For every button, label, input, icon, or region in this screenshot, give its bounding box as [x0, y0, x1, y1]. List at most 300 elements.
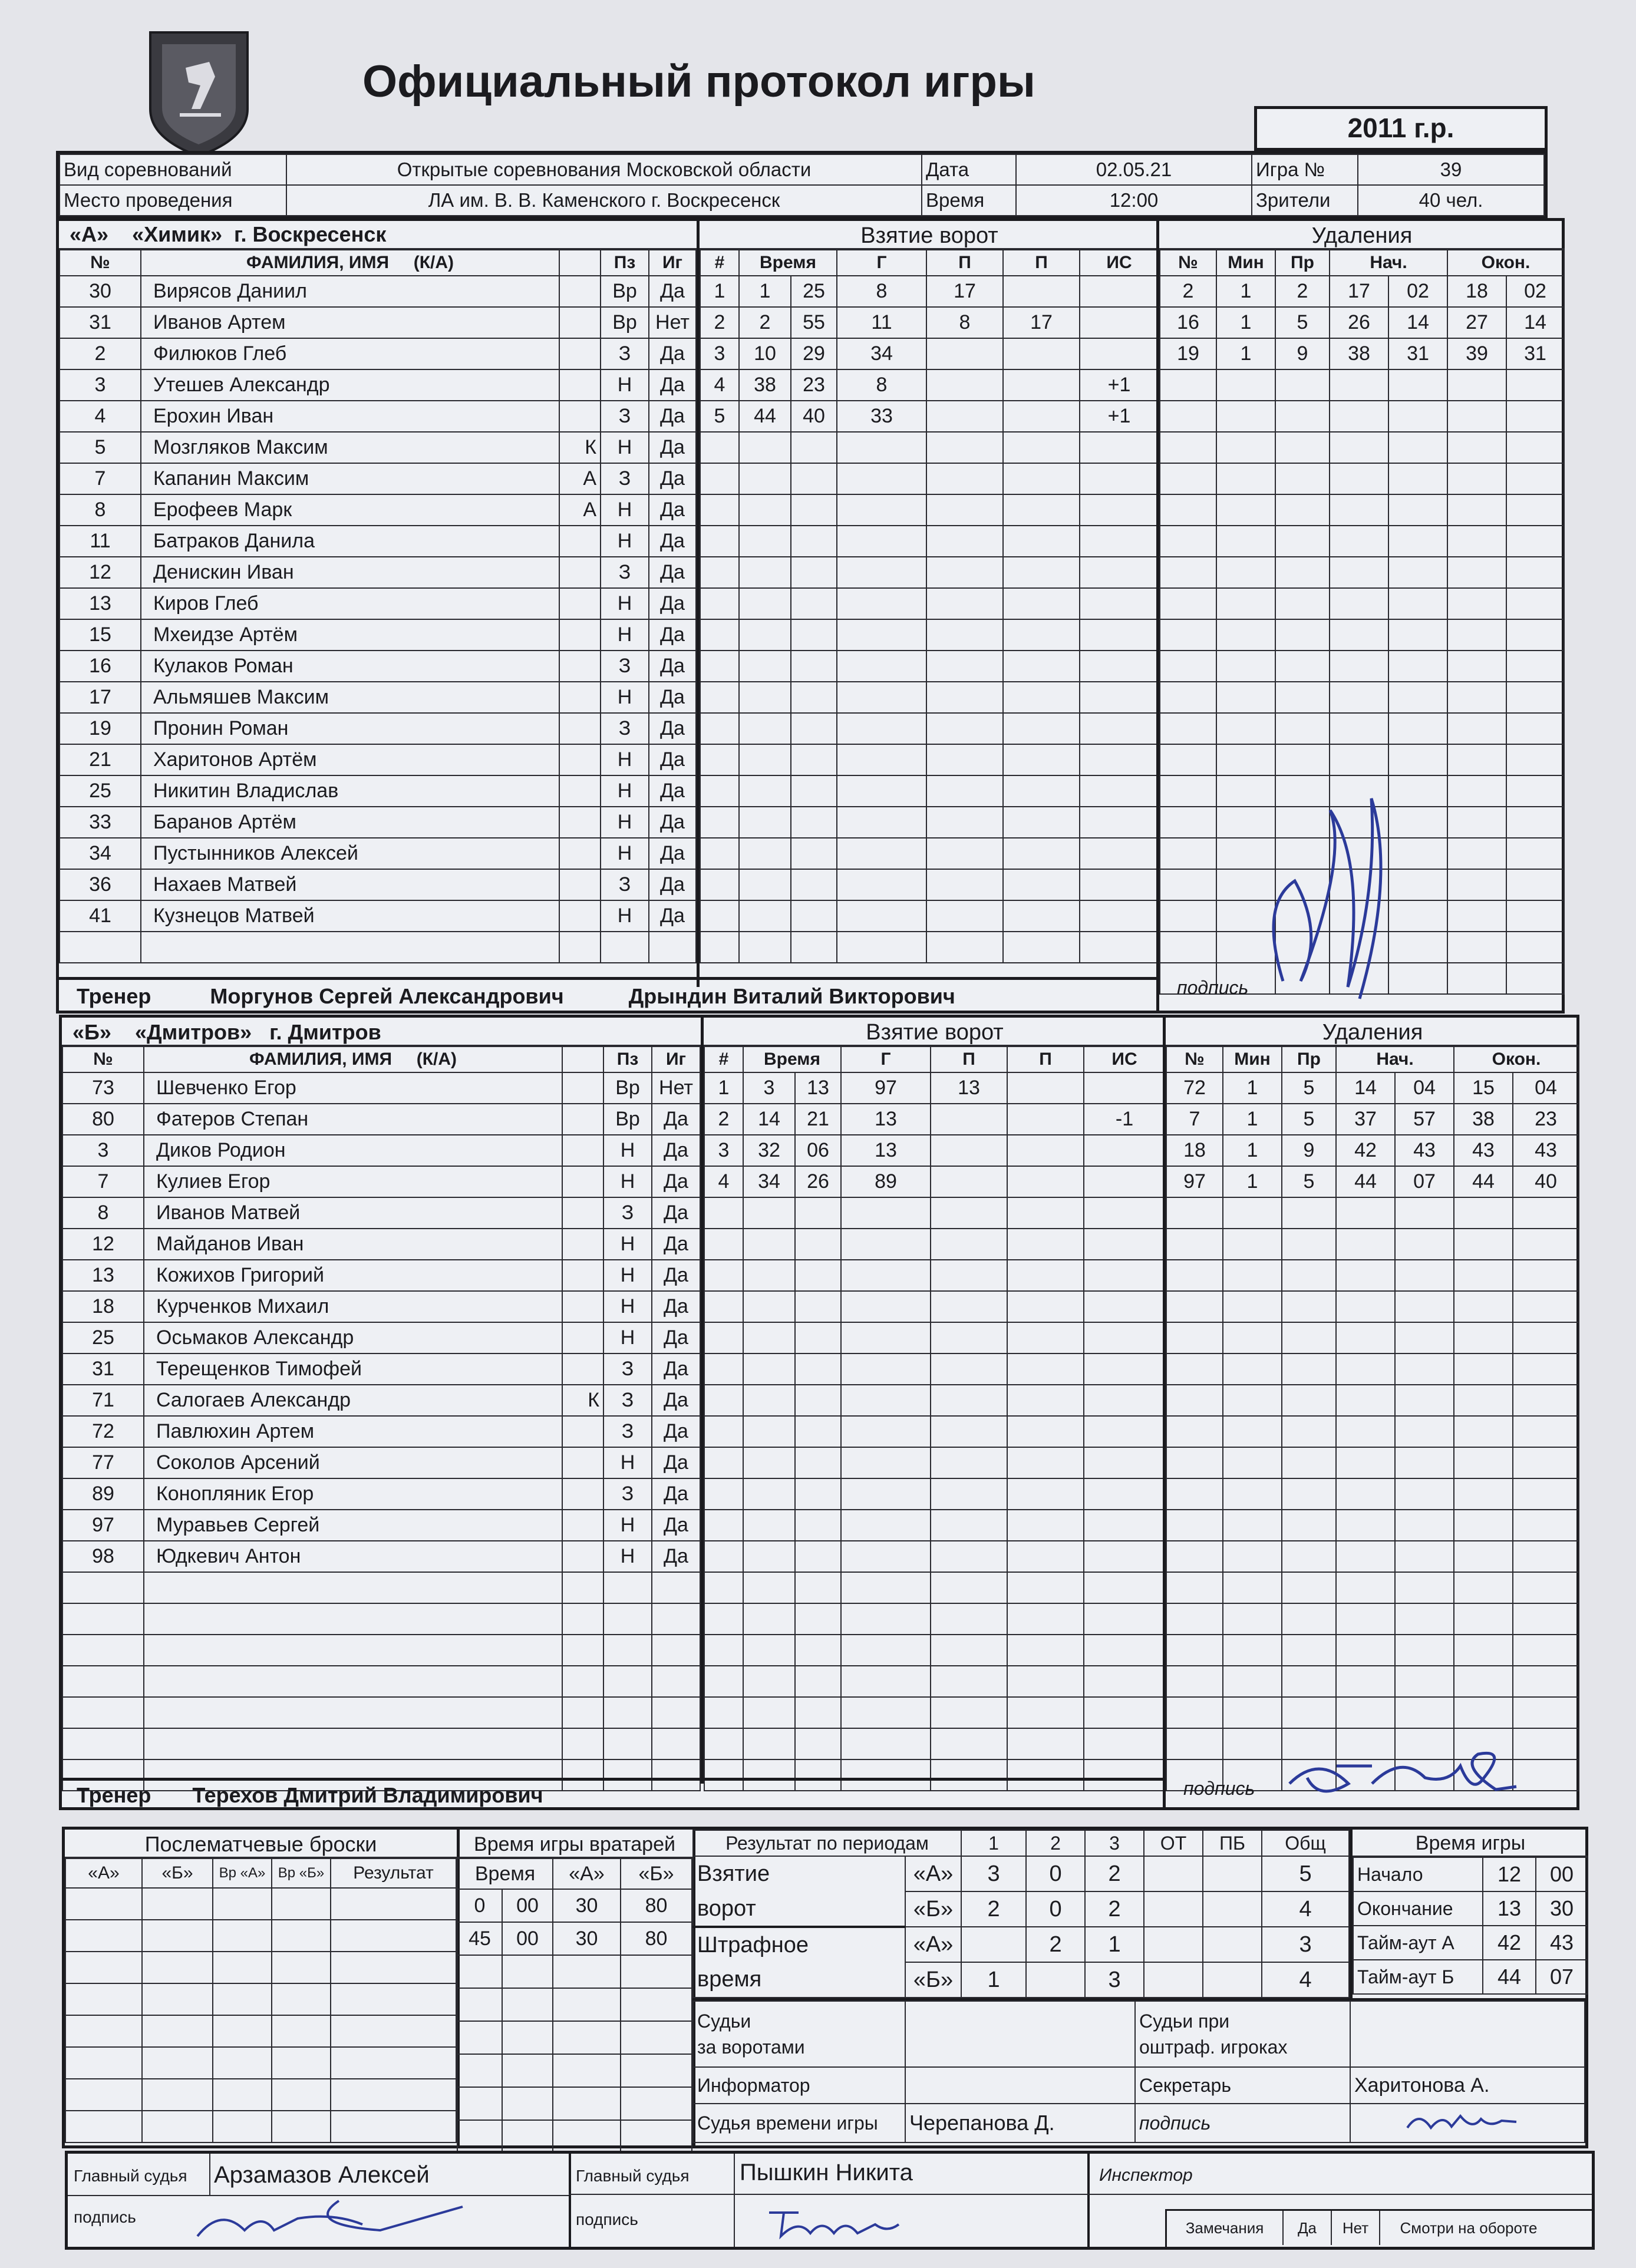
- gk-col-b: «Б»: [621, 1858, 692, 1889]
- goal-assist1: [926, 932, 1003, 963]
- pen-start-sec: [1395, 1541, 1454, 1572]
- goal-number: 1: [704, 1072, 743, 1104]
- player-row: [60, 557, 696, 588]
- team-b-name: «Дмитров»: [134, 1020, 252, 1044]
- shootout-cell: [65, 2047, 142, 2079]
- pen-reason: 5: [1282, 1166, 1336, 1197]
- player-number: 19: [60, 713, 141, 744]
- period-team: «А»: [905, 1927, 961, 1962]
- goal-strength: [1080, 900, 1159, 932]
- goal-minute: [739, 651, 791, 682]
- pen-number: [1166, 1510, 1223, 1541]
- pen-start-sec: [1388, 838, 1447, 869]
- player-role: [559, 651, 601, 682]
- pen-number: [1166, 1541, 1223, 1572]
- goal-col-scorer: Г: [837, 250, 926, 276]
- shootout-col-b: «Б»: [142, 1858, 213, 1888]
- penalty-row: [1166, 1572, 1579, 1603]
- goal-strength: [1080, 276, 1159, 307]
- goal-assist1: [926, 432, 1003, 463]
- penalty-row: [1160, 713, 1564, 744]
- pen-reason: [1275, 588, 1330, 619]
- pen-end-min: 38: [1454, 1104, 1513, 1135]
- penalty-row: [1166, 1541, 1579, 1572]
- period-1: 1: [961, 1830, 1026, 1856]
- pen-end-min: [1454, 1416, 1513, 1447]
- pen-start-min: [1330, 432, 1388, 463]
- player-role: [559, 807, 601, 838]
- pen-end-min: [1454, 1260, 1513, 1291]
- pen-minutes: [1216, 369, 1275, 401]
- pen-minutes: [1216, 651, 1275, 682]
- pen-start-min: 14: [1336, 1072, 1395, 1104]
- goal-second: [791, 869, 837, 900]
- pen-end-sec: [1513, 1322, 1579, 1353]
- player-played: Да: [652, 1447, 700, 1478]
- goal-assist2: [1007, 1728, 1084, 1759]
- pen-reason: [1275, 682, 1330, 713]
- goal-minute: [743, 1353, 795, 1385]
- goal-row: [700, 775, 1159, 807]
- pen-start-sec: [1388, 494, 1447, 526]
- goal-scorer: [841, 1197, 931, 1229]
- b-col-name-label: ФАМИЛИЯ, ИМЯ: [249, 1049, 392, 1069]
- pen-start-sec: [1395, 1353, 1454, 1385]
- penalty-row: [1160, 463, 1564, 494]
- period-value: 3: [961, 1856, 1026, 1891]
- pen-reason: [1282, 1197, 1336, 1229]
- goal-scorer: [837, 869, 926, 900]
- goal-second: [791, 838, 837, 869]
- pen-start-min: [1336, 1353, 1395, 1385]
- goal-number: [704, 1697, 743, 1728]
- goal-scorer: [841, 1510, 931, 1541]
- player-position: Н: [603, 1166, 652, 1197]
- player-name: Павлюхин Артем: [144, 1416, 562, 1447]
- pen-start-min: [1336, 1603, 1395, 1635]
- period-so: ПБ: [1203, 1830, 1262, 1856]
- pen-end-sec: [1513, 1697, 1579, 1728]
- goal-second: [791, 682, 837, 713]
- period-total-value: 4: [1262, 1962, 1349, 1998]
- player-role: [562, 1697, 603, 1728]
- spectators-label: Зрители: [1252, 185, 1358, 216]
- goal-assist2: [1007, 1666, 1084, 1697]
- goal-minute: [739, 900, 791, 932]
- goal-scorer: [837, 932, 926, 963]
- goal-assist2: [1007, 1135, 1084, 1166]
- goal-number: [700, 775, 739, 807]
- pen-end-sec: 43: [1513, 1135, 1579, 1166]
- pen-end-min: 27: [1447, 307, 1506, 338]
- penalty-row: [1160, 276, 1564, 307]
- pen-end-sec: [1513, 1728, 1579, 1759]
- player-number: 33: [60, 807, 141, 838]
- shootout-cell: [331, 2111, 456, 2142]
- pen-end-sec: [1506, 463, 1564, 494]
- goal-number: [704, 1260, 743, 1291]
- team-a-name: «Химик»: [132, 222, 223, 246]
- pen-start-sec: [1395, 1385, 1454, 1416]
- goal-row: [704, 1510, 1165, 1541]
- player-played: Да: [649, 900, 696, 932]
- pen-number: [1160, 369, 1216, 401]
- team-b-pen-title: Удаления: [1166, 1018, 1579, 1046]
- remarks-yes[interactable]: Да: [1284, 2211, 1332, 2245]
- periods-block: [692, 1830, 1350, 1998]
- player-name: [144, 1603, 562, 1635]
- pen-end-min: [1454, 1572, 1513, 1603]
- pen-start-sec: 43: [1395, 1135, 1454, 1166]
- goal-second: [791, 557, 837, 588]
- pen-end-min: [1447, 494, 1506, 526]
- goal-second: [791, 744, 837, 775]
- team-b-coach-label: Тренер: [77, 1783, 151, 1807]
- pen-end-sec: [1513, 1541, 1579, 1572]
- pen-start-sec: [1388, 588, 1447, 619]
- goal-strength: [1084, 1291, 1165, 1322]
- game-time-block: [1350, 1830, 1588, 1998]
- pen-reason: 9: [1275, 338, 1330, 369]
- goal-col-number: #: [700, 250, 739, 276]
- gk-team-a: [553, 1955, 621, 1988]
- penalty-row: [1166, 1291, 1579, 1322]
- team-b-title: [62, 1018, 701, 1046]
- pen-end-sec: 04: [1513, 1072, 1579, 1104]
- pen-reason: [1275, 744, 1330, 775]
- player-name: Батраков Данила: [141, 526, 559, 557]
- player-played: Да: [649, 526, 696, 557]
- pen-end-sec: [1513, 1759, 1579, 1791]
- goal-second: [795, 1666, 841, 1697]
- goal-strength: [1084, 1385, 1165, 1416]
- player-role: [559, 557, 601, 588]
- pen-end-min: 15: [1454, 1072, 1513, 1104]
- goal-assist2: [1003, 432, 1080, 463]
- player-role: [562, 1635, 603, 1666]
- penalty-row: [1166, 1447, 1579, 1478]
- pen-start-sec: [1388, 682, 1447, 713]
- game-time-minutes: 07: [1536, 1960, 1588, 1994]
- goal-assist2: [1003, 276, 1080, 307]
- goal-number: [704, 1385, 743, 1416]
- player-position: Н: [603, 1447, 652, 1478]
- gk-team-b: [621, 2054, 692, 2087]
- player-row: [62, 1291, 700, 1322]
- goal-number: [700, 869, 739, 900]
- remarks-label: Замечания: [1167, 2211, 1284, 2245]
- goal-minute: [739, 526, 791, 557]
- pen-end-sec: [1513, 1197, 1579, 1229]
- penalty-row: [1166, 1478, 1579, 1510]
- goal-assist2: [1007, 1697, 1084, 1728]
- remarks-no[interactable]: Нет: [1332, 2211, 1380, 2245]
- pen-start-sec: [1388, 775, 1447, 807]
- goal-minute: [743, 1697, 795, 1728]
- player-role: [559, 869, 601, 900]
- game-time-minutes: 30: [1536, 1891, 1588, 1926]
- game-time-row: [1353, 1857, 1588, 1891]
- player-number: 97: [62, 1510, 144, 1541]
- goal-judges-value: [905, 2001, 1135, 2067]
- player-number: 8: [60, 494, 141, 526]
- pen-end-sec: [1506, 494, 1564, 526]
- game-time-label: Начало: [1353, 1857, 1483, 1891]
- goal-minute: [739, 807, 791, 838]
- player-played: Да: [652, 1166, 700, 1197]
- goal-assist2: [1007, 1104, 1084, 1135]
- goal-assist2: [1003, 932, 1080, 963]
- shootout-cell: [65, 2015, 142, 2047]
- game-time-minutes: 00: [1536, 1857, 1588, 1891]
- shootout-cell: [65, 2111, 142, 2142]
- goal-strength: [1084, 1416, 1165, 1447]
- player-name: Соколов Арсений: [144, 1447, 562, 1478]
- goal-second: [795, 1197, 841, 1229]
- pen-start-sec: [1388, 651, 1447, 682]
- goal-scorer: [837, 775, 926, 807]
- player-played: Да: [649, 463, 696, 494]
- goal-second: [791, 619, 837, 651]
- pen-end-sec: 14: [1506, 307, 1564, 338]
- player-played: Да: [649, 401, 696, 432]
- goal-assist1: [931, 1541, 1007, 1572]
- goal-minute: 10: [739, 338, 791, 369]
- player-number: 11: [60, 526, 141, 557]
- player-number: 12: [62, 1229, 144, 1260]
- player-number: 3: [60, 369, 141, 401]
- gk-second: [502, 2021, 553, 2054]
- pen-judges-label: [1135, 2001, 1350, 2067]
- player-role: [562, 1447, 603, 1478]
- player-number: [62, 1697, 144, 1728]
- game-time-hours: 13: [1483, 1891, 1536, 1926]
- goal-assist1: [926, 775, 1003, 807]
- goal-row: [700, 432, 1159, 463]
- team-a-penalties: [1156, 221, 1565, 1011]
- player-row: [60, 619, 696, 651]
- pen-judges-line2: оштраф. игроках: [1139, 2036, 1288, 2058]
- b-col-name: [144, 1046, 562, 1072]
- pen-reason: [1275, 619, 1330, 651]
- goal-scorer: [841, 1603, 931, 1635]
- player-row: [62, 1353, 700, 1385]
- period-total-value: 3: [1262, 1927, 1349, 1962]
- goal-assist2: 17: [1003, 307, 1080, 338]
- goal-strength: [1080, 807, 1159, 838]
- remarks-row: [1165, 2209, 1592, 2247]
- penalty-row: [1166, 1104, 1579, 1135]
- pen-col-number: №: [1160, 250, 1216, 276]
- pen-reason: [1282, 1572, 1336, 1603]
- player-played: [652, 1666, 700, 1697]
- gk-second: [502, 1955, 553, 1988]
- pen-start-min: [1330, 463, 1388, 494]
- player-played: Да: [649, 807, 696, 838]
- pen-minutes: [1223, 1385, 1282, 1416]
- pen-end-min: [1454, 1197, 1513, 1229]
- goals-label-1: Взятие: [693, 1856, 905, 1891]
- pen-reason: [1275, 494, 1330, 526]
- periods-title: Результат по периодам: [693, 1830, 961, 1856]
- goal-row: [704, 1291, 1165, 1322]
- referee-1-label: Главный судья: [74, 2167, 187, 2185]
- goal-row: [700, 932, 1159, 963]
- pen-minutes: 1: [1223, 1166, 1282, 1197]
- gk-minute: [457, 1988, 502, 2021]
- pen-start-sec: [1388, 401, 1447, 432]
- goal-row: [704, 1603, 1165, 1635]
- goal-scorer: [837, 900, 926, 932]
- goal-assist2: [1007, 1229, 1084, 1260]
- shootout-col-gk-a: Вр «А»: [213, 1858, 272, 1888]
- goal-second: [791, 713, 837, 744]
- summary-section: [62, 1827, 1588, 2148]
- goal-scorer: [837, 682, 926, 713]
- shootout-cell: [272, 2079, 331, 2111]
- gk-team-b: [621, 1988, 692, 2021]
- pen-reason: [1282, 1635, 1336, 1666]
- referee-1-name: Арзамазов Алексей: [214, 2162, 430, 2188]
- penalty-row: [1166, 1635, 1579, 1666]
- player-position: З: [601, 557, 649, 588]
- pen-number: [1160, 807, 1216, 838]
- team-a-coach-row: [59, 977, 1156, 1013]
- gk-team-a: [553, 1988, 621, 2021]
- shootout-cell: [272, 2111, 331, 2142]
- pen-reason: 2: [1275, 276, 1330, 307]
- goal-assist2: [1003, 494, 1080, 526]
- team-a-pen-title: Удаления: [1159, 221, 1565, 249]
- player-row: [62, 1666, 700, 1697]
- player-position: Н: [601, 526, 649, 557]
- team-a-section: [56, 218, 1565, 1013]
- player-number: [62, 1728, 144, 1759]
- goal-minute: [743, 1385, 795, 1416]
- player-number: 34: [60, 838, 141, 869]
- goal-scorer: [837, 588, 926, 619]
- goal-row: [704, 1072, 1165, 1104]
- goal-minute: 44: [739, 401, 791, 432]
- pen-judges-line1: Судьи при: [1139, 2011, 1230, 2032]
- pen-minutes: [1223, 1666, 1282, 1697]
- pen-end-min: [1447, 369, 1506, 401]
- goal-scorer: [841, 1728, 931, 1759]
- player-role: [562, 1260, 603, 1291]
- goal-number: [704, 1510, 743, 1541]
- period-value: [1203, 1856, 1262, 1891]
- goal-minute: [743, 1478, 795, 1510]
- penalty-row: [1160, 619, 1564, 651]
- year-box: [1254, 106, 1548, 151]
- inspector-divider: [1087, 2194, 1592, 2195]
- goal-assist1: [926, 900, 1003, 932]
- player-played: Нет: [649, 307, 696, 338]
- goal-second: [795, 1728, 841, 1759]
- shootout-cell: [142, 2015, 213, 2047]
- player-played: Да: [652, 1510, 700, 1541]
- player-position: Н: [601, 682, 649, 713]
- goal-assist2: [1003, 807, 1080, 838]
- player-position: Вр: [603, 1104, 652, 1135]
- player-name: Иванов Матвей: [144, 1197, 562, 1229]
- gk-minute: 45: [457, 1922, 502, 1955]
- goal-scorer: [837, 526, 926, 557]
- penalty-row: [1166, 1322, 1579, 1353]
- goal-number: [704, 1635, 743, 1666]
- goal-scorer: 8: [837, 369, 926, 401]
- player-played: Да: [649, 276, 696, 307]
- goal-number: [700, 494, 739, 526]
- player-row: [62, 1322, 700, 1353]
- goal-second: [795, 1447, 841, 1478]
- penalty-row: [1160, 557, 1564, 588]
- shootout-cell: [331, 1920, 456, 1952]
- goal-assist1: [926, 682, 1003, 713]
- player-row: [60, 682, 696, 713]
- pen-start-min: 44: [1336, 1166, 1395, 1197]
- goal-assist2: [1003, 619, 1080, 651]
- pen-judges-value: [1350, 2001, 1585, 2067]
- shootout-cell: [142, 1952, 213, 1983]
- pen-number: [1166, 1260, 1223, 1291]
- goal-strength: [1084, 1478, 1165, 1510]
- pen-minutes: [1223, 1603, 1282, 1635]
- player-row: [62, 1728, 700, 1759]
- pen-number: [1160, 775, 1216, 807]
- pen-start-sec: [1388, 526, 1447, 557]
- goal-number: [700, 651, 739, 682]
- game-time-hours: 42: [1483, 1926, 1536, 1960]
- player-row: [60, 369, 696, 401]
- pen-col-start: Нач.: [1330, 250, 1447, 276]
- goal-strength: [1084, 1572, 1165, 1603]
- player-name: Никитин Владислав: [141, 775, 559, 807]
- goal-number: [700, 463, 739, 494]
- goal-minute: [743, 1322, 795, 1353]
- player-played: Да: [652, 1416, 700, 1447]
- player-name: Кузнецов Матвей: [141, 900, 559, 932]
- player-played: Да: [652, 1541, 700, 1572]
- goal-second: [795, 1260, 841, 1291]
- player-played: Да: [652, 1322, 700, 1353]
- player-position: Вр: [603, 1072, 652, 1104]
- goal-number: [700, 557, 739, 588]
- informer-label: Информатор: [693, 2067, 905, 2104]
- player-number: [62, 1635, 144, 1666]
- player-role: [559, 307, 601, 338]
- player-name: Конопляник Егор: [144, 1478, 562, 1510]
- b-goal-col-time: Время: [743, 1046, 841, 1072]
- shootout-cell: [272, 2047, 331, 2079]
- pen-end-sec: [1506, 713, 1564, 744]
- pen-number: 16: [1160, 307, 1216, 338]
- b-col-number: №: [62, 1046, 144, 1072]
- goal-assist2: [1007, 1635, 1084, 1666]
- goal-scorer: [841, 1229, 931, 1260]
- shootout-cell: [142, 2111, 213, 2142]
- period-team: «А»: [905, 1856, 961, 1891]
- period-value: [1026, 1962, 1085, 1998]
- shootout-cell: [65, 2079, 142, 2111]
- player-position: З: [603, 1197, 652, 1229]
- goal-row: [700, 838, 1159, 869]
- goal-scorer: 11: [837, 307, 926, 338]
- goal-assist2: [1007, 1166, 1084, 1197]
- goal-number: [704, 1572, 743, 1603]
- team-b-goals: [701, 1018, 1166, 1784]
- pen-end-sec: [1513, 1510, 1579, 1541]
